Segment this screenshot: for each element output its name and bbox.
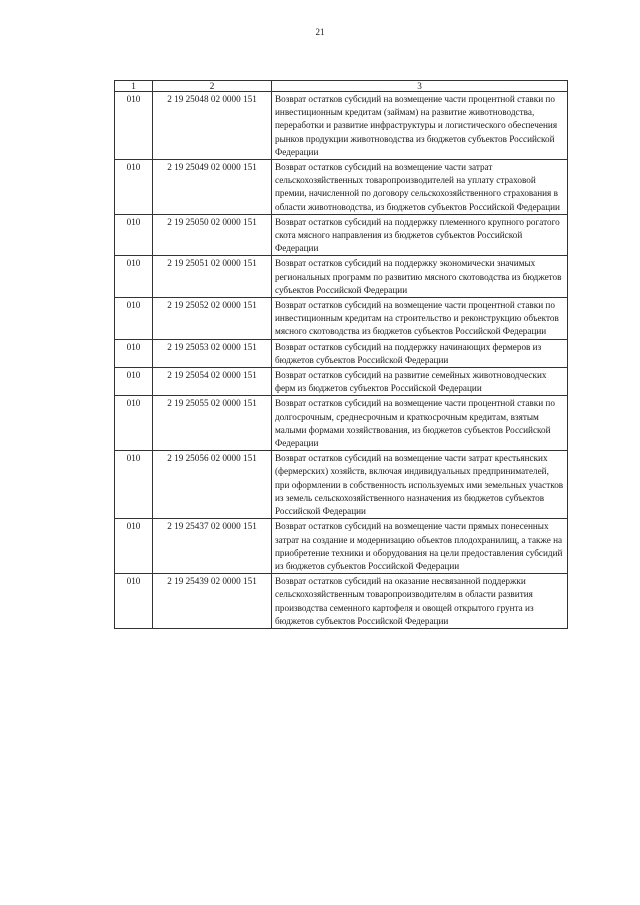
table-header-row: [115, 81, 568, 92]
page-number: 21: [315, 27, 325, 37]
admin-code-cell: 010: [115, 574, 153, 629]
column-header-3: 3: [272, 81, 568, 92]
table-row: [115, 574, 568, 629]
column-header-1: 1: [115, 81, 153, 92]
table-row: [115, 214, 568, 256]
admin-code-cell: 010: [115, 298, 153, 340]
budget-code-cell: 2 19 25049 02 0000 151: [153, 160, 272, 215]
admin-code-cell: 010: [115, 396, 153, 451]
table-row: [115, 160, 568, 215]
budget-code-cell: 2 19 25439 02 0000 151: [153, 574, 272, 629]
income-name-cell: Возврат остатков субсидий на возмещение части прямых понесенных затрат на создание и модернизацию объектов плодохранилищ, а также на приобретение техники и оборудования на цели предоставления субсидий из бюджетов субъектов Российской Федерации: [272, 519, 568, 574]
table-row: [115, 368, 568, 396]
table-row: [115, 256, 568, 298]
budget-code-cell: 2 19 25051 02 0000 151: [153, 256, 272, 298]
income-name-cell: Возврат остатков субсидий на возмещение части процентной ставки по долгосрочным, среднесрочным и краткосрочным кредитам, взятым малыми формами хозяйствования, из бюджетов субъектов Российской Федерации: [272, 396, 568, 451]
table-row: [115, 451, 568, 519]
budget-code-cell: 2 19 25054 02 0000 151: [153, 368, 272, 396]
admin-code-cell: 010: [115, 339, 153, 367]
budget-code-cell: 2 19 25055 02 0000 151: [153, 396, 272, 451]
admin-code-cell: 010: [115, 256, 153, 298]
column-header-2: 2: [153, 81, 272, 92]
income-name-cell: Возврат остатков субсидий на развитие семейных животноводческих ферм из бюджетов субъектов Российской Федерации: [272, 368, 568, 396]
admin-code-cell: 010: [115, 160, 153, 215]
budget-code-cell: 2 19 25056 02 0000 151: [153, 451, 272, 519]
income-name-cell: Возврат остатков субсидий на поддержку племенного крупного рогатого скота мясного направления из бюджетов субъектов Российской Федерации: [272, 214, 568, 256]
table-row: [115, 339, 568, 367]
income-name-cell: Возврат остатков субсидий на поддержку начинающих фермеров из бюджетов субъектов Российской Федерации: [272, 339, 568, 367]
income-name-cell: Возврат остатков субсидий на оказание несвязанной поддержки сельскохозяйственным товаропроизводителям в области развития производства семенного картофеля и овощей открытого грунта из бюджетов субъектов Российской Федерации: [272, 574, 568, 629]
income-name-cell: Возврат остатков субсидий на возмещение части затрат сельскохозяйственных товаропроизводителей на уплату страховой премии, начисленной по договору сельскохозяйственного страхования в области животноводства, из бюджетов субъектов Российской Федерации: [272, 160, 568, 215]
income-name-cell: Возврат остатков субсидий на возмещение части затрат крестьянских (фермерских) хозяйств, включая индивидуальных предпринимателей, при оформлении в собственность используемых ими земельных участков из земель сельскохозяйственного назначения из бюджетов субъектов Российской Федерации: [272, 451, 568, 519]
admin-code-cell: 010: [115, 519, 153, 574]
budget-code-cell: 2 19 25053 02 0000 151: [153, 339, 272, 367]
admin-code-cell: 010: [115, 92, 153, 160]
table-row: [115, 519, 568, 574]
admin-code-cell: 010: [115, 214, 153, 256]
income-name-cell: Возврат остатков субсидий на возмещение части процентной ставки по инвестиционным кредитам на строительство и реконструкцию объектов мясного скотоводства из бюджетов субъектов Российской Федерации: [272, 298, 568, 340]
table-row: [115, 298, 568, 340]
admin-code-cell: 010: [115, 368, 153, 396]
budget-code-cell: 2 19 25437 02 0000 151: [153, 519, 272, 574]
table-row: [115, 92, 568, 160]
table-row: [115, 396, 568, 451]
budget-code-cell: 2 19 25048 02 0000 151: [153, 92, 272, 160]
budget-classification-table: [114, 80, 568, 629]
budget-code-cell: 2 19 25052 02 0000 151: [153, 298, 272, 340]
income-name-cell: Возврат остатков субсидий на поддержку экономически значимых региональных программ по развитию мясного скотоводства из бюджетов субъектов Российской Федерации: [272, 256, 568, 298]
admin-code-cell: 010: [115, 451, 153, 519]
budget-code-cell: 2 19 25050 02 0000 151: [153, 214, 272, 256]
income-name-cell: Возврат остатков субсидий на возмещение части процентной ставки по инвестиционным кредитам (займам) на развитие животноводства, переработки и развитие инфраструктуры и логистического обеспечения рынков продукции животноводства из бюджетов субъектов Российской Федерации: [272, 92, 568, 160]
